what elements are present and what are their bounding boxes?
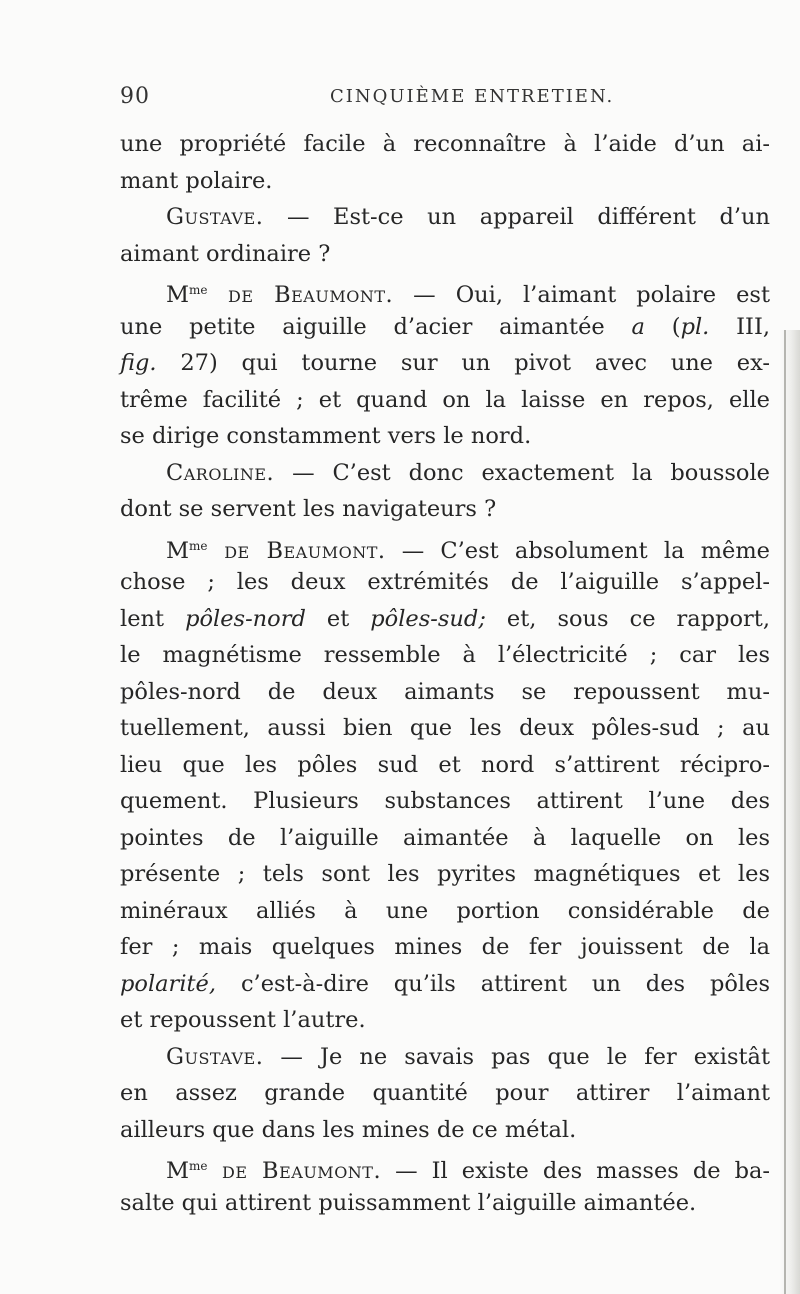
text-line: dont se servent les navigateurs ?	[120, 496, 497, 522]
text-line: présente ; tels sont les pyrites magnétiques et les	[120, 861, 770, 887]
facing-page-edge	[780, 330, 800, 1294]
text-line: pointes de l’aiguille aimantée à laquelle on les	[120, 824, 770, 851]
text-line: pôles-nord de deux aimants se repoussent mu-	[120, 678, 770, 705]
text-line: salte qui attirent puissamment l’aiguille aimantée.	[120, 1189, 697, 1216]
text-line: ailleurs que dans les mines de ce métal.	[120, 1116, 577, 1143]
superscript: me	[189, 538, 208, 553]
text-line: $M^{me}$ de Beaumont. — Oui, l’aimant polaire est	[166, 282, 770, 308]
text-line: fig. 27) qui tourne sur un pivot avec une ex-	[120, 350, 770, 376]
text-line: en assez grande quantité pour attirer l’aimant	[120, 1080, 770, 1106]
speaker-name: de Beaumont.	[207, 537, 386, 564]
text-line: se dirige constamment vers le nord.	[120, 423, 532, 449]
speaker-name: Gustave.	[166, 204, 264, 230]
superscript: me	[189, 1159, 208, 1173]
text-line: chose ; les deux extrémités de l’aiguille s’appel-	[120, 569, 770, 595]
page-number: 90	[120, 84, 150, 109]
text-line: Gustave. — Est-ce un appareil différent d’un	[166, 204, 770, 230]
text-line: $M^{me}$ de Beaumont. — Il existe des masses de ba-	[166, 1158, 770, 1184]
text-line: mant polaire.	[120, 167, 273, 194]
running-head	[120, 84, 680, 114]
superscript: me	[189, 283, 208, 297]
text-line: lieu que les pôles sud et nord s’attirent récipro-	[120, 751, 770, 778]
running-title: CINQUIÈME ENTRETIEN.	[330, 86, 615, 107]
text-line: le magnétisme ressemble à l’électricité ; car les	[120, 642, 770, 668]
text-line: lent pôles-nord et pôles-sud; et, sous ce rapport,	[120, 605, 770, 632]
speaker-name: de Beaumont.	[207, 1158, 382, 1184]
text-line: polarité, c’est-à-dire qu’ils attirent un des pôles	[120, 970, 770, 997]
text-line: et repoussent l’autre.	[120, 1007, 366, 1033]
text-line: une propriété facile à reconnaître à l’aide d’un ai-	[120, 131, 770, 157]
text-line: quement. Plusieurs substances attirent l’une des	[120, 788, 770, 814]
text-line: minéraux alliés à une portion considérable de	[120, 897, 770, 924]
text-line: une petite aiguille d’acier aimantée a (pl. III,	[120, 313, 770, 340]
speaker-name: Gustave.	[166, 1043, 264, 1070]
speaker-name: Caroline.	[166, 459, 275, 486]
text-line: $M^{me}$ de Beaumont. — C’est absolument la même	[166, 537, 771, 564]
text-line: tuellement, aussi bien que les deux pôles-sud ; au	[120, 715, 770, 741]
body-text	[120, 126, 770, 1221]
text-line: trême facilité ; et quand on la laisse en repos, elle	[120, 386, 770, 413]
text-line: Caroline. — C’est donc exactement la boussole	[166, 459, 770, 486]
page-gutter-line	[784, 330, 786, 1294]
speaker-name: de Beaumont.	[207, 282, 394, 308]
text-line: aimant ordinaire ?	[120, 240, 331, 267]
text-line: Gustave. — Je ne savais pas que le fer existât	[166, 1043, 770, 1070]
text-line: fer ; mais quelques mines de fer jouissent de la	[120, 934, 770, 960]
